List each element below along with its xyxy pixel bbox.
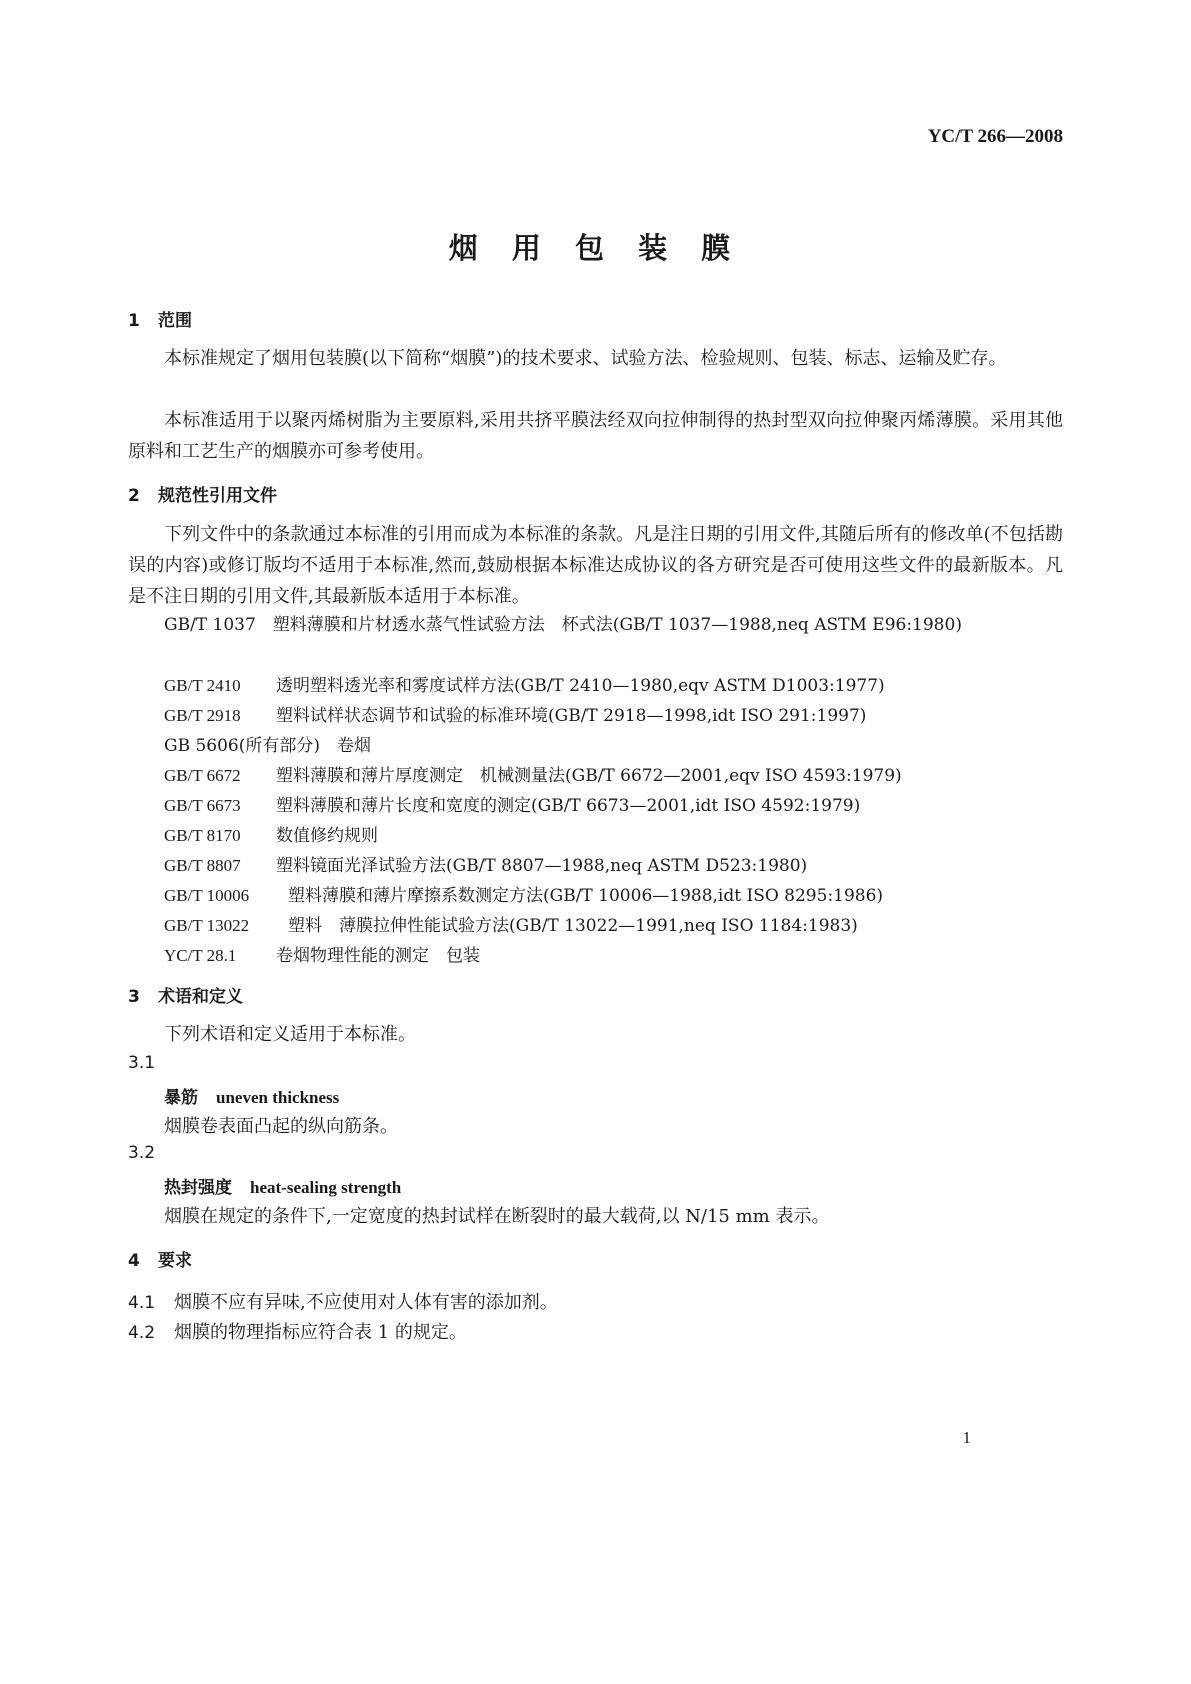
requirement-item: [128, 1288, 558, 1314]
reference-item: [164, 761, 902, 786]
requirement-number: 4.1: [128, 1293, 156, 1313]
section-2-intro: 下列文件中的条款通过本标准的引用而成为本标准的条款。凡是注日期的引用文件,其随后所有的修改单(不包括勘误的内容)或修订版均不适用于本标准,然而,鼓励根据本标准达成协议的各方研究是否可使用这些文件的最新版本。凡是不注日期的引用文件,其最新版本适用于本标准。: [128, 524, 1063, 607]
requirement-item: [128, 1318, 467, 1344]
reference-text: 卷烟物理性能的测定 包装: [276, 946, 480, 966]
reference-item: [164, 671, 885, 696]
reference-text: 塑料薄膜和片材透水蒸气性试验方法 杯式法(GB/T 1037—1988,neq ASTM E96:1980): [272, 615, 962, 635]
term-number: 3.2: [128, 1143, 156, 1163]
reference-code: YC/T 28.1: [164, 946, 237, 965]
reference-code: GB 5606(所有部分): [164, 736, 321, 756]
term-number: 3.1: [128, 1053, 156, 1073]
reference-code: GB/T 2918: [164, 706, 241, 725]
term-definition: 烟膜在规定的条件下,一定宽度的热封试样在断裂时的最大载荷,以 N/15 mm 表示。: [164, 1206, 830, 1227]
term-entry: [164, 1083, 339, 1108]
reference-text: 透明塑料透光率和雾度试样方法(GB/T 2410—1980,eqv ASTM D1003:1977): [276, 676, 885, 696]
section-3-heading: [128, 982, 243, 1007]
reference-code: GB/T 6672: [164, 766, 241, 785]
reference-text: 卷烟: [337, 736, 372, 756]
reference-text: 数值修约规则: [276, 826, 378, 846]
section-title: 术语和定义: [158, 987, 243, 1007]
requirement-text: 烟膜的物理指标应符合表 1 的规定。: [174, 1322, 467, 1343]
reference-item: [164, 941, 480, 966]
reference-text: 塑料镜面光泽试验方法(GB/T 8807—1988,neq ASTM D523:1980): [276, 856, 808, 876]
reference-code: GB/T 1037: [164, 615, 256, 635]
term-definition: 烟膜卷表面凸起的纵向筋条。: [164, 1116, 398, 1137]
section-number: 4: [128, 1251, 140, 1271]
reference-item: [164, 701, 866, 726]
reference-text: 塑料薄膜和薄片厚度测定 机械测量法(GB/T 6672—2001,eqv ISO 4593:1979): [276, 766, 902, 786]
section-1-paragraph: 本标准规定了烟用包装膜(以下简称“烟膜”)的技术要求、试验方法、检验规则、包装、标志、运输及贮存。: [164, 348, 1007, 369]
reference-item: [128, 610, 1063, 640]
reference-text: 塑料试样状态调节和试验的标准环境(GB/T 2918—1998,idt ISO 291:1997): [276, 706, 867, 726]
section-title: 规范性引用文件: [158, 486, 277, 506]
section-number: 3: [128, 987, 140, 1007]
section-4-heading: [128, 1246, 192, 1271]
document-title: 烟 用 包 装 膜: [448, 231, 743, 265]
section-title: 范围: [158, 311, 192, 331]
reference-text: 塑料 薄膜拉伸性能试验方法(GB/T 13022—1991,neq ISO 1184:1983): [288, 916, 858, 936]
requirement-text: 烟膜不应有异味,不应使用对人体有害的添加剂。: [174, 1292, 558, 1313]
reference-item: [164, 911, 858, 936]
requirement-number: 4.2: [128, 1323, 156, 1343]
section-number: 1: [128, 311, 140, 331]
reference-code: GB/T 8807: [164, 856, 241, 875]
term-english: heat-sealing strength: [250, 1178, 402, 1197]
reference-code: GB/T 2410: [164, 676, 241, 695]
section-number: 2: [128, 486, 140, 506]
reference-code: GB/T 13022: [164, 916, 250, 935]
reference-code: GB/T 10006: [164, 886, 250, 905]
term-entry: [164, 1173, 401, 1198]
section-title: 要求: [158, 1251, 192, 1271]
reference-code: GB/T 8170: [164, 826, 241, 845]
section-3-intro: 下列术语和定义适用于本标准。: [164, 1024, 416, 1045]
standard-code: YC/T 266—2008: [927, 126, 1063, 147]
reference-text: 塑料薄膜和薄片摩擦系数测定方法(GB/T 10006—1988,idt ISO 8295:1986): [288, 886, 884, 906]
section-2-heading: [128, 481, 277, 506]
page-number: 1: [962, 1428, 971, 1447]
reference-item: [164, 881, 883, 906]
reference-item: [164, 851, 807, 876]
reference-item: [164, 821, 378, 846]
reference-item: [164, 791, 860, 816]
term-chinese: 暴筋: [164, 1088, 198, 1108]
reference-item: [164, 731, 371, 756]
term-chinese: 热封强度: [164, 1178, 232, 1198]
reference-text: 塑料薄膜和薄片长度和宽度的测定(GB/T 6673—2001,idt ISO 4592:1979): [276, 796, 861, 816]
term-english: uneven thickness: [216, 1088, 340, 1107]
section-1-paragraph: 本标准适用于以聚丙烯树脂为主要原料,采用共挤平膜法经双向拉伸制得的热封型双向拉伸聚丙烯薄膜。采用其他原料和工艺生产的烟膜亦可参考使用。: [128, 410, 1063, 462]
reference-code: GB/T 6673: [164, 796, 241, 815]
section-1-heading: [128, 306, 192, 331]
